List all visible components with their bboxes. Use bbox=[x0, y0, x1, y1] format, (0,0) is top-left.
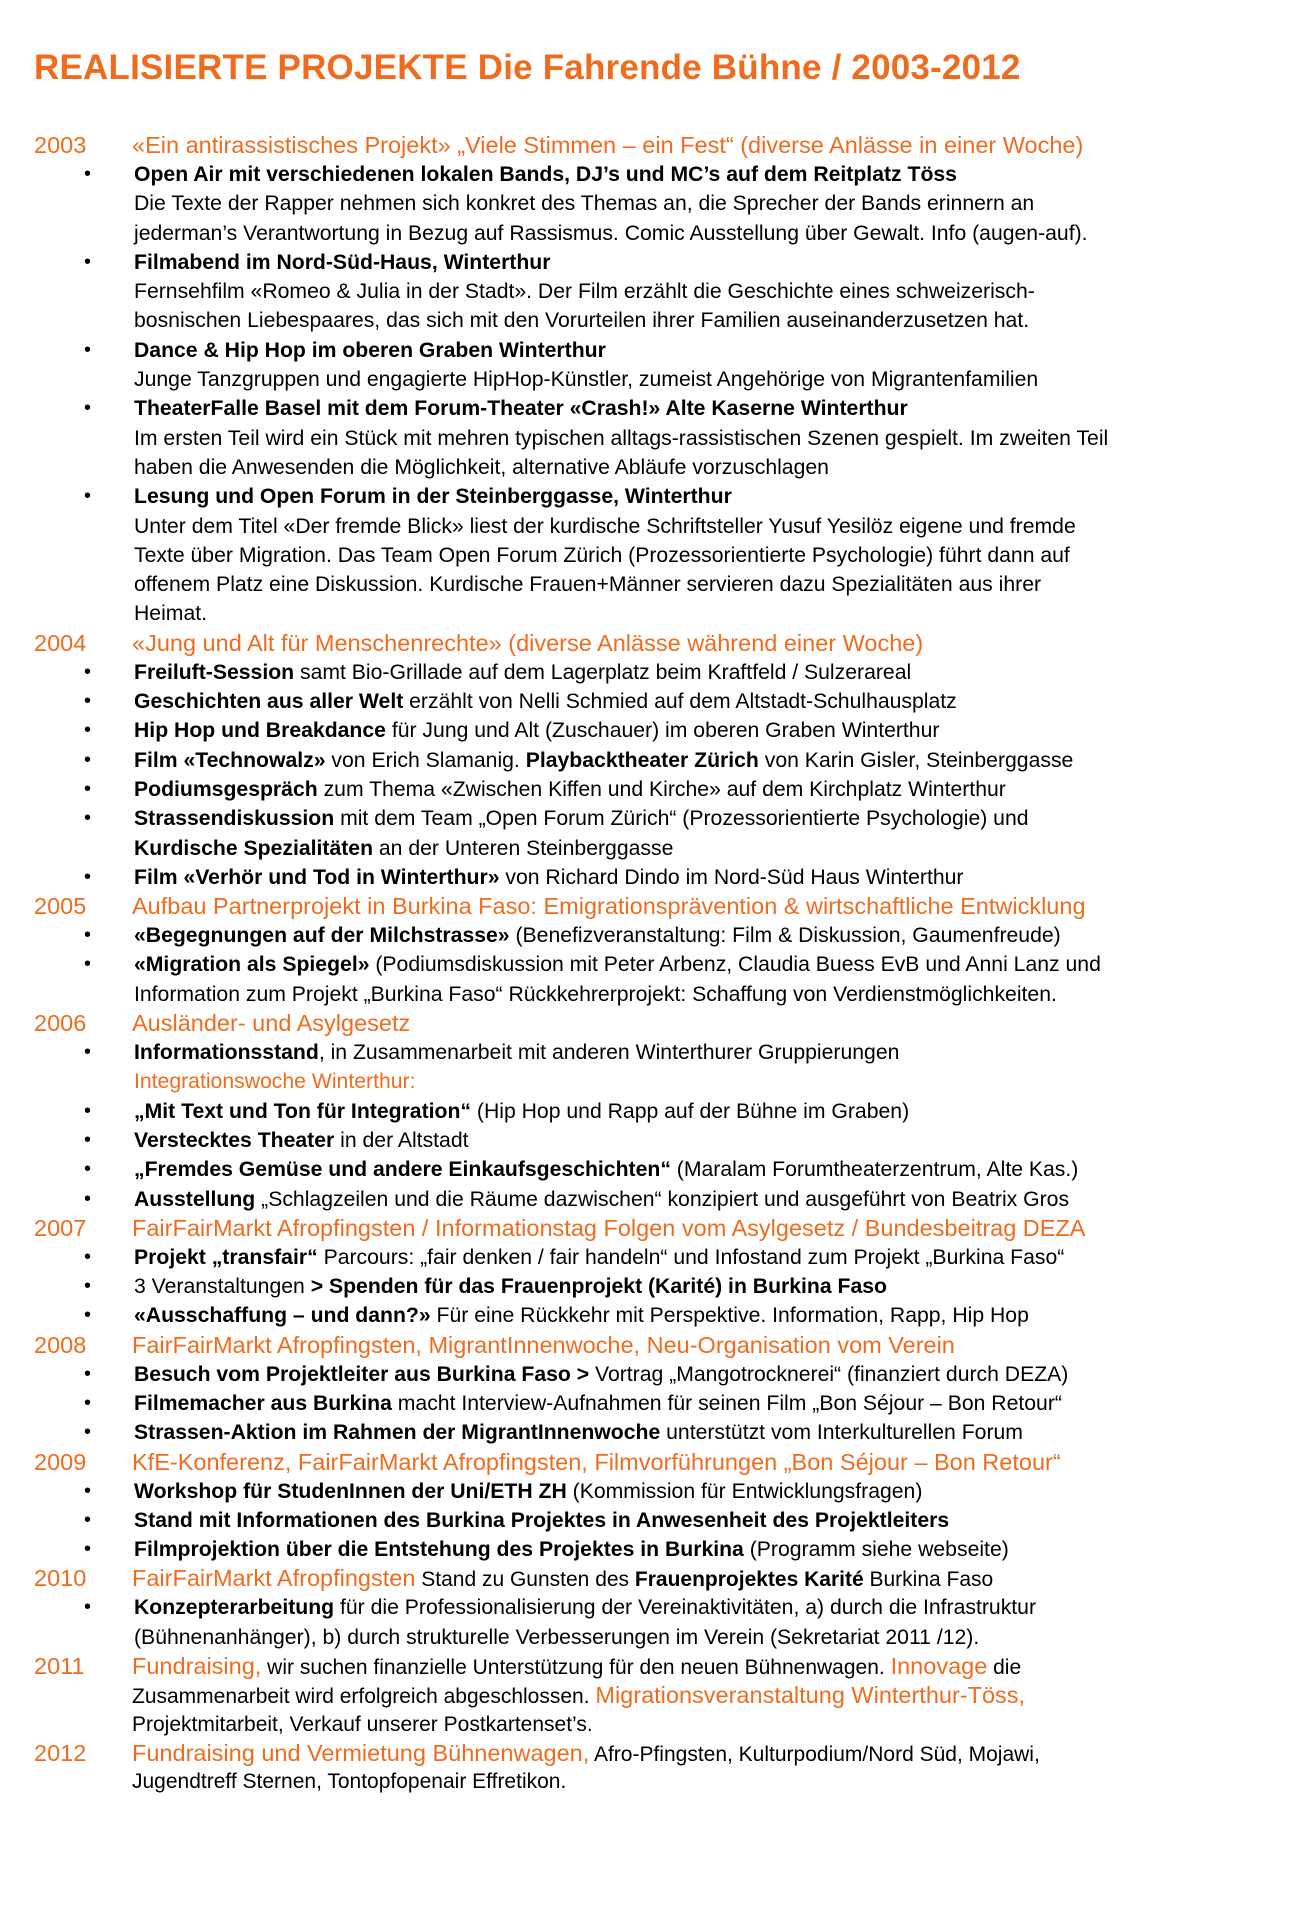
body-text: (Kommission für Entwicklungsfragen) bbox=[566, 1479, 923, 1503]
year-section-2004 bbox=[34, 629, 1294, 892]
bullet-icon: • bbox=[84, 1538, 92, 1561]
item-line bbox=[134, 950, 1294, 979]
bullet-list bbox=[34, 1360, 1294, 1448]
item-description: haben die Anwesenden die Möglichkeit, alternative Abläufe vorzuschlagen bbox=[134, 455, 829, 479]
bold-text: > Spenden für das Frauenprojekt (Karité) in Burkina Faso bbox=[310, 1275, 887, 1299]
list-item bbox=[34, 1097, 1294, 1126]
item-line bbox=[134, 1535, 1294, 1564]
bullet-icon: • bbox=[84, 924, 92, 947]
year-section-2010 bbox=[34, 1564, 1294, 1652]
list-item bbox=[34, 1506, 1294, 1535]
year-heading-line bbox=[34, 1448, 1294, 1477]
bullet-icon: • bbox=[84, 1158, 92, 1181]
year-text-line bbox=[132, 1711, 1294, 1739]
body-text: für Jung und Alt (Zuschauer) im oberen Graben Winterthur bbox=[385, 719, 940, 743]
list-item bbox=[34, 248, 1294, 336]
bold-text: Film «Verhör und Tod in Winterthur» bbox=[134, 865, 500, 889]
body-text: (Podiumsdiskussion mit Peter Arbenz, Claudia Buess EvB und Anni Lanz und bbox=[369, 953, 1101, 977]
item-title: TheaterFalle Basel mit dem Forum-Theater «Crash!» Alte Kaserne Winterthur bbox=[134, 397, 908, 421]
list-item bbox=[34, 1243, 1294, 1272]
year-heading-line bbox=[34, 1652, 1294, 1681]
list-item bbox=[34, 1272, 1294, 1301]
item-line bbox=[134, 980, 1294, 1009]
page-title: REALISIERTE PROJEKTE Die Fahrende Bühne / 2003-2012 bbox=[34, 48, 1021, 87]
bold-text: Workshop für StudenInnen der Uni/ETH ZH bbox=[134, 1479, 567, 1503]
list-item bbox=[34, 1185, 1294, 1214]
bullet-list bbox=[34, 1593, 1294, 1652]
body-text: (Maralam Forumtheaterzentrum, Alte Kas.) bbox=[670, 1158, 1079, 1182]
bold-text: Filmprojektion über die Entstehung des Projektes in Burkina bbox=[134, 1538, 744, 1562]
list-item bbox=[34, 1593, 1294, 1652]
year-text-line bbox=[132, 1681, 1294, 1711]
year-heading bbox=[132, 1009, 410, 1038]
bold-text: Podiumsgespräch bbox=[134, 777, 318, 801]
item-title: Open Air mit verschiedenen lokalen Bands, DJ’s und MC’s auf dem Reitplatz Töss bbox=[134, 163, 957, 186]
bullet-list bbox=[34, 160, 1294, 629]
bold-text: Stand mit Informationen des Burkina Projektes in Anwesenheit des Projektleiters bbox=[134, 1508, 950, 1532]
item-line bbox=[134, 863, 1294, 892]
bold-text: Ausstellung bbox=[134, 1187, 256, 1211]
body-text: von Richard Dindo im Nord-Süd Haus Winterthur bbox=[499, 865, 964, 889]
bullet-icon: • bbox=[84, 485, 92, 508]
body-text: (Hip Hop und Rapp auf der Bühne im Graben) bbox=[471, 1099, 910, 1123]
bullet-icon: • bbox=[84, 397, 92, 420]
item-line bbox=[134, 1418, 1294, 1447]
bullet-icon: • bbox=[84, 250, 92, 273]
year-section-2007 bbox=[34, 1214, 1294, 1331]
bullet-list bbox=[34, 921, 1294, 1009]
body-text: 3 Veranstaltungen bbox=[134, 1275, 311, 1299]
bullet-icon: • bbox=[84, 1245, 92, 1268]
list-item bbox=[34, 921, 1294, 950]
list-item bbox=[34, 482, 1294, 628]
bold-text: Strassen-Aktion im Rahmen der MigrantInnenwoche bbox=[134, 1421, 661, 1445]
bold-text: Konzepterarbeitung bbox=[134, 1596, 335, 1620]
year-label: 2003 bbox=[34, 132, 87, 158]
item-line bbox=[134, 687, 1294, 716]
item-line bbox=[134, 658, 1294, 687]
bold-text: „Fremdes Gemüse und andere Einkaufsgeschichten“ bbox=[134, 1158, 671, 1182]
item-line bbox=[134, 834, 1294, 863]
item-line bbox=[134, 1038, 1294, 1067]
year-heading-text: FairFairMarkt Afropfingsten / Informationstag Folgen vom Asylgesetz / Bundesbeitrag DEZA bbox=[132, 1214, 1086, 1241]
body-text: an der Unteren Steinberggasse bbox=[373, 836, 674, 860]
bold-text: Informationsstand bbox=[134, 1041, 319, 1065]
body-text: (Benefizveranstaltung: Film & Diskussion, Gaumenfreude) bbox=[509, 924, 1061, 948]
bold-text: Geschichten aus aller Welt bbox=[134, 690, 404, 714]
year-text-first-line bbox=[132, 1652, 1021, 1682]
year-label: 2005 bbox=[34, 893, 87, 920]
bullet-icon: • bbox=[84, 748, 92, 771]
body-text: Zusammenarbeit wird erfolgreich abgeschlossen. bbox=[132, 1685, 596, 1709]
bullet-icon: • bbox=[84, 1362, 92, 1385]
bold-text: „Mit Text und Ton für Integration“ bbox=[134, 1099, 471, 1123]
list-item bbox=[34, 687, 1294, 716]
item-line bbox=[134, 1477, 1294, 1506]
list-item bbox=[34, 716, 1294, 745]
bullet-icon: • bbox=[84, 660, 92, 683]
item-line bbox=[134, 775, 1294, 804]
body-text: „Schlagzeilen und die Räume dazwischen“ konzipiert und ausgeführt von Beatrix Gros bbox=[255, 1187, 1070, 1211]
list-item bbox=[34, 1418, 1294, 1447]
year-section-2011 bbox=[34, 1652, 1294, 1739]
list-item bbox=[34, 1301, 1294, 1330]
bullet-icon: • bbox=[84, 1479, 92, 1502]
year-heading-line bbox=[34, 1214, 1294, 1243]
year-section-2008 bbox=[34, 1331, 1294, 1448]
bold-text: «Begegnungen auf der Milchstrasse» bbox=[134, 924, 510, 948]
body-text: die bbox=[987, 1656, 1022, 1680]
year-section-2009 bbox=[34, 1448, 1294, 1565]
list-item bbox=[34, 804, 1294, 863]
bold-text: Besuch vom Projektleiter aus Burkina Faso > bbox=[134, 1362, 590, 1386]
year-section-2012 bbox=[34, 1739, 1294, 1796]
body-text: Stand zu Gunsten des bbox=[415, 1568, 635, 1592]
year-heading-text: «Ein antirassistisches Projekt» „Viele Stimmen – ein Fest“ (diverse Anlässe in einer Woche) bbox=[132, 132, 1084, 158]
bullet-list bbox=[34, 1243, 1294, 1331]
bold-text: Strassendiskussion bbox=[134, 807, 335, 831]
highlight-text: Fundraising, bbox=[132, 1653, 262, 1680]
bold-text: Freiluft-Session bbox=[134, 660, 295, 684]
item-description: Texte über Migration. Das Team Open Forum Zürich (Prozessorientierte Psychologie) führt dann auf bbox=[134, 543, 1070, 567]
bullet-list bbox=[34, 658, 1294, 892]
bullet-list bbox=[34, 1477, 1294, 1565]
list-item bbox=[34, 1126, 1294, 1155]
year-heading bbox=[132, 1331, 955, 1360]
item-description: Fernsehfilm «Romeo & Julia in der Stadt». Der Film erzählt die Geschichte eines schweizerisch- bbox=[134, 280, 1035, 304]
bullet-icon: • bbox=[84, 1421, 92, 1444]
highlight-text: Innovage bbox=[890, 1653, 988, 1680]
bullet-icon: • bbox=[84, 1099, 92, 1122]
list-item bbox=[34, 1477, 1294, 1506]
year-text-first-line bbox=[132, 1739, 1040, 1769]
body-text: mit dem Team „Open Forum Zürich“ (Prozessorientierte Psychologie) und bbox=[334, 807, 1029, 831]
bullet-icon: • bbox=[84, 1391, 92, 1414]
year-heading-text: «Jung und Alt für Menschenrechte» (diverse Anlässe während einer Woche) bbox=[132, 629, 924, 656]
year-label: 2010 bbox=[34, 1565, 87, 1592]
list-item bbox=[34, 863, 1294, 892]
year-heading-tail bbox=[415, 1568, 993, 1591]
item-line bbox=[134, 1593, 1294, 1622]
item-line bbox=[134, 746, 1294, 775]
bold-text: «Ausschaffung – und dann?» bbox=[134, 1304, 431, 1328]
item-description: Im ersten Teil wird ein Stück mit mehren typischen alltags-rassistischen Szenen gespielt. Im zweiten Teil bbox=[134, 426, 1109, 450]
body-text: Vortrag „Mangotrocknerei“ (finanziert durch DEZA) bbox=[589, 1362, 1069, 1386]
body-text: zum Thema «Zwischen Kiffen und Kirche» auf dem Kirchplatz Winterthur bbox=[317, 777, 1006, 801]
item-line bbox=[134, 1506, 1294, 1535]
year-heading bbox=[132, 1564, 993, 1594]
highlight-text: Migrationsveranstaltung Winterthur-Töss, bbox=[595, 1682, 1026, 1709]
bullet-list bbox=[34, 1038, 1294, 1214]
year-heading bbox=[132, 1448, 1061, 1477]
item-description: offenem Platz eine Diskussion. Kurdische Frauen+Männer servieren dazu Spezialitäten aus ihrer bbox=[134, 573, 1042, 597]
year-heading-line bbox=[34, 1739, 1294, 1768]
bullet-icon: • bbox=[84, 1508, 92, 1531]
item-line bbox=[134, 1623, 1294, 1652]
item-line bbox=[134, 1155, 1294, 1184]
item-description: Die Texte der Rapper nehmen sich konkret des Themas an, die Sprecher der Bands erinnern an bbox=[134, 192, 1035, 216]
item-description: Heimat. bbox=[134, 602, 207, 626]
list-item bbox=[34, 1155, 1294, 1184]
year-label: 2012 bbox=[34, 1740, 87, 1767]
list-item bbox=[34, 160, 1294, 248]
body-text: Burkina Faso bbox=[863, 1568, 994, 1592]
bullet-icon: • bbox=[84, 953, 92, 976]
list-item bbox=[34, 1389, 1294, 1418]
year-label: 2011 bbox=[34, 1653, 85, 1680]
bullet-icon: • bbox=[84, 865, 92, 888]
body-text: Afro-Pfingsten, Kulturpodium/Nord Süd, Mojawi, bbox=[589, 1743, 1040, 1767]
bullet-icon: • bbox=[84, 807, 92, 830]
year-text-line bbox=[132, 1768, 1294, 1796]
item-line bbox=[134, 804, 1294, 833]
body-text: von Karin Gisler, Steinberggasse bbox=[758, 748, 1074, 772]
item-description: Unter dem Titel «Der fremde Blick» liest der kurdische Schriftsteller Yusuf Yesilöz eigene und fremde bbox=[134, 514, 1076, 538]
bullet-icon: • bbox=[84, 1041, 92, 1064]
list-item bbox=[34, 1038, 1294, 1097]
body-text: Parcours: „fair denken / fair handeln“ und Infostand zum Projekt „Burkina Faso“ bbox=[317, 1245, 1065, 1269]
year-heading-text: Aufbau Partnerprojekt in Burkina Faso: Emigrationsprävention & wirtschaftliche Entwicklung bbox=[132, 893, 1086, 920]
bullet-icon: • bbox=[84, 690, 92, 713]
bullet-icon: • bbox=[84, 777, 92, 800]
year-label: 2008 bbox=[34, 1331, 87, 1358]
body-text: von Erich Slamanig. bbox=[325, 748, 526, 772]
year-heading bbox=[132, 629, 923, 658]
bullet-icon: • bbox=[84, 1275, 92, 1298]
bullet-icon: • bbox=[84, 1187, 92, 1210]
list-item bbox=[34, 950, 1294, 1009]
year-label: 2007 bbox=[34, 1214, 87, 1241]
bullet-icon: • bbox=[84, 1304, 92, 1327]
bold-text: Playbacktheater Zürich bbox=[525, 748, 759, 772]
year-heading-text: FairFairMarkt Afropfingsten, MigrantInnenwoche, Neu-Organisation vom Verein bbox=[132, 1331, 955, 1358]
bullet-icon: • bbox=[84, 338, 92, 361]
list-item bbox=[34, 1535, 1294, 1564]
year-heading bbox=[132, 1214, 1085, 1243]
body-text: Projektmitarbeit, Verkauf unserer Postkartenset’s. bbox=[132, 1713, 593, 1737]
list-item bbox=[34, 746, 1294, 775]
year-heading-line bbox=[34, 1564, 1294, 1593]
bullet-icon: • bbox=[84, 163, 92, 185]
list-item bbox=[34, 775, 1294, 804]
bold-text: Filmemacher aus Burkina bbox=[134, 1391, 392, 1415]
year-heading-text: FairFairMarkt Afropfingsten bbox=[132, 1565, 416, 1592]
item-line bbox=[134, 716, 1294, 745]
body-text: in der Altstadt bbox=[334, 1128, 469, 1152]
bold-text: Hip Hop und Breakdance bbox=[134, 719, 386, 743]
item-description: bosnischen Liebespaares, das sich mit den Vorurteilen ihrer Familien auseinanderzusetzen hat. bbox=[134, 309, 1030, 333]
year-heading bbox=[132, 892, 1086, 921]
body-text: Jugendtreff Sternen, Tontopfopenair Effretikon. bbox=[132, 1770, 567, 1794]
item-line bbox=[134, 1272, 1294, 1301]
year-heading-text: KfE-Konferenz, FairFairMarkt Afropfingsten, Filmvorführungen „Bon Séjour – Bon Retour“ bbox=[132, 1448, 1061, 1475]
item-description: Junge Tanzgruppen und engagierte HipHop-Künstler, zumeist Angehörige von Migrantenfamilien bbox=[134, 368, 1039, 392]
item-line bbox=[134, 1389, 1294, 1418]
item-subheading: Integrationswoche Winterthur: bbox=[134, 1070, 416, 1094]
body-text: erzählt von Nelli Schmied auf dem Altstadt-Schulhausplatz bbox=[403, 690, 957, 714]
project-list bbox=[34, 131, 1294, 1796]
bold-text: Projekt „transfair“ bbox=[134, 1245, 318, 1269]
bold-text: Frauenprojektes Karité bbox=[634, 1568, 864, 1592]
year-heading-line bbox=[34, 892, 1294, 921]
item-line bbox=[134, 1126, 1294, 1155]
item-line bbox=[134, 1243, 1294, 1272]
item-line bbox=[134, 1360, 1294, 1389]
body-text: wir suchen finanzielle Unterstützung für den neuen Bühnenwagen. bbox=[261, 1656, 891, 1680]
item-title: Lesung und Open Forum in der Steinberggasse, Winterthur bbox=[134, 485, 732, 509]
list-item bbox=[34, 394, 1294, 482]
year-label: 2006 bbox=[34, 1010, 87, 1037]
list-item bbox=[34, 1360, 1294, 1389]
item-line bbox=[134, 921, 1294, 950]
list-item bbox=[34, 336, 1294, 395]
year-section-2006 bbox=[34, 1009, 1294, 1214]
year-label: 2009 bbox=[34, 1448, 87, 1475]
body-text: (Programm siehe webseite) bbox=[743, 1538, 1009, 1562]
year-heading-line bbox=[34, 131, 1294, 160]
highlight-text: Fundraising und Vermietung Bühnenwagen, bbox=[132, 1740, 590, 1767]
item-line bbox=[134, 1097, 1294, 1126]
year-section-2003 bbox=[34, 131, 1294, 629]
body-text: unterstützt vom Interkulturellen Forum bbox=[660, 1421, 1023, 1445]
body-text: Information zum Projekt „Burkina Faso“ Rückkehrerprojekt: Schaffung von Verdienstmöglichkeiten. bbox=[134, 982, 1057, 1006]
year-heading-line bbox=[34, 629, 1294, 658]
year-heading bbox=[132, 131, 1083, 160]
item-description: jederman’s Verantwortung in Bezug auf Rassismus. Comic Ausstellung über Gewalt. Info (augen-auf). bbox=[134, 221, 1088, 245]
bullet-icon: • bbox=[84, 1596, 92, 1619]
bold-text: Verstecktes Theater bbox=[134, 1128, 335, 1152]
body-text: samt Bio-Grillade auf dem Lagerplatz beim Kraftfeld / Sulzerareal bbox=[294, 660, 912, 684]
item-line bbox=[134, 1301, 1294, 1330]
year-heading-line bbox=[34, 1009, 1294, 1038]
year-heading-text: Ausländer- und Asylgesetz bbox=[132, 1010, 411, 1037]
year-heading-line bbox=[34, 1331, 1294, 1360]
list-item bbox=[34, 658, 1294, 687]
year-section-2005 bbox=[34, 892, 1294, 1009]
bullet-icon: • bbox=[84, 1128, 92, 1151]
bold-text: «Migration als Spiegel» bbox=[134, 953, 370, 977]
body-text: , in Zusammenarbeit mit anderen Winterthurer Gruppierungen bbox=[318, 1041, 900, 1065]
item-line bbox=[134, 1185, 1294, 1214]
body-text: Für eine Rückkehr mit Perspektive. Information, Rapp, Hip Hop bbox=[430, 1304, 1029, 1328]
bold-text: Film «Technowalz» bbox=[134, 748, 326, 772]
bullet-icon: • bbox=[84, 719, 92, 742]
body-text: macht Interview-Aufnahmen für seinen Film „Bon Séjour – Bon Retour“ bbox=[391, 1391, 1062, 1415]
item-title: Dance & Hip Hop im oberen Graben Winterthur bbox=[134, 338, 606, 362]
item-title: Filmabend im Nord-Süd-Haus, Winterthur bbox=[134, 250, 551, 274]
bold-text: Kurdische Spezialitäten bbox=[134, 836, 374, 860]
year-label: 2004 bbox=[34, 629, 87, 656]
body-text: (Bühnenanhänger), b) durch strukturelle Verbesserungen im Verein (Sekretariat 2011 /12). bbox=[134, 1625, 980, 1649]
body-text: für die Professionalisierung der Vereinaktivitäten, a) durch die Infrastruktur bbox=[334, 1596, 1037, 1620]
